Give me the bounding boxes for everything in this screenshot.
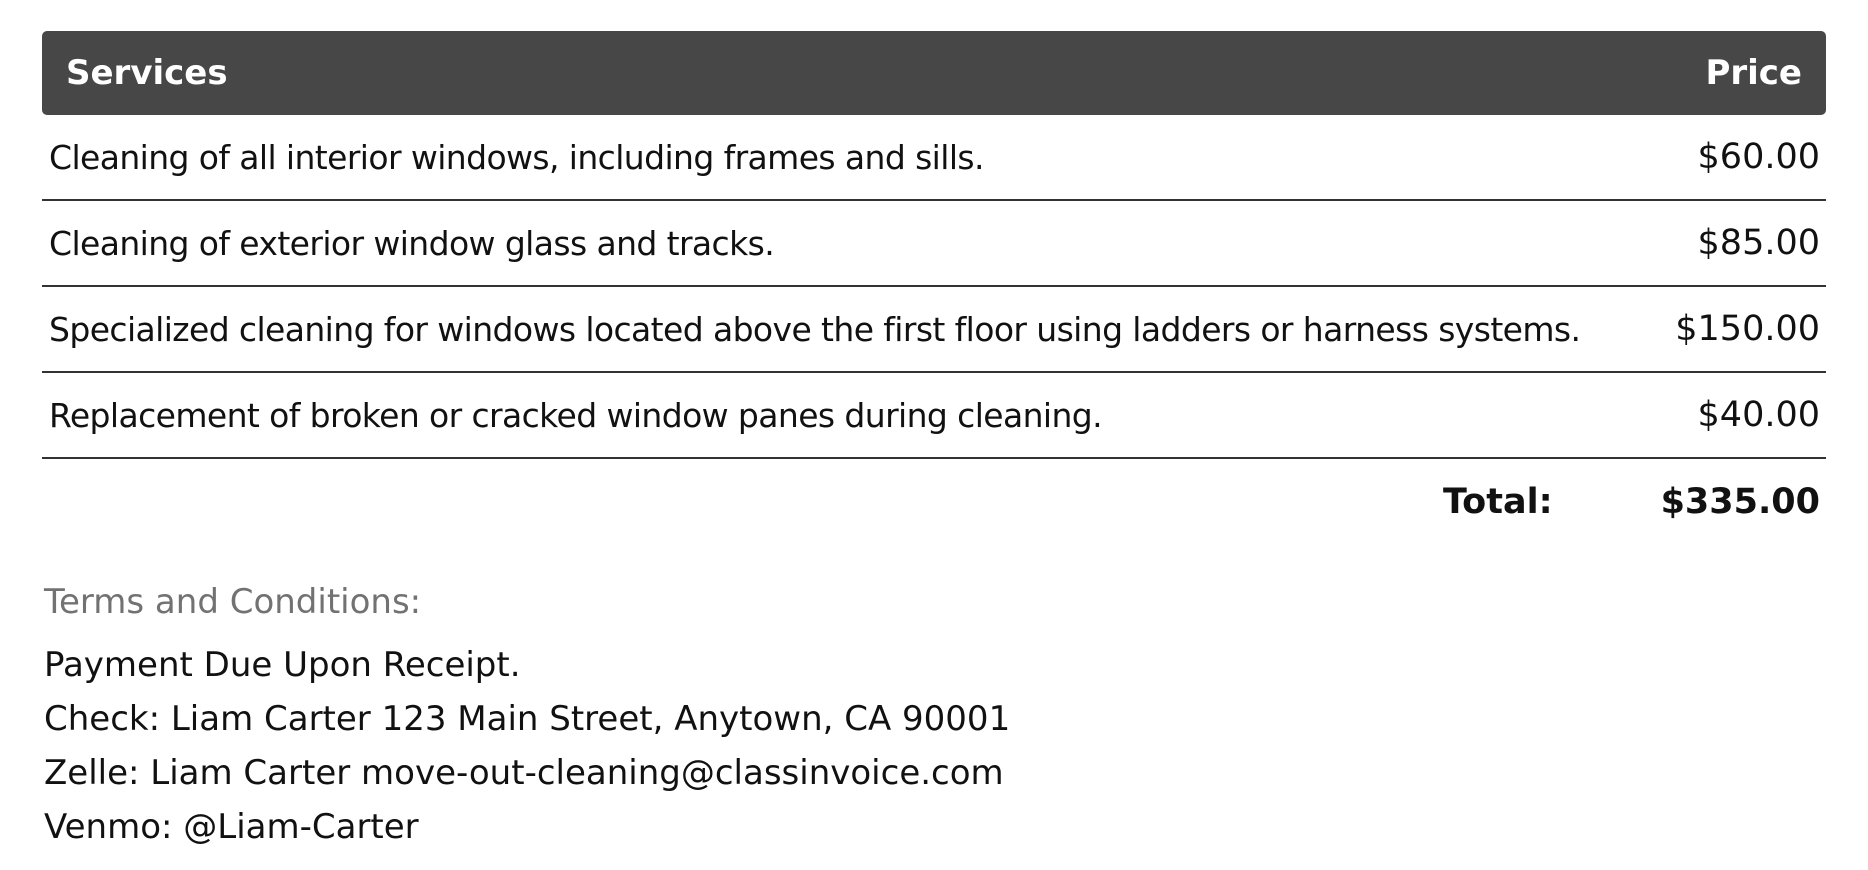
service-row [42,287,1826,373]
service-price: $40.00 [1697,395,1820,435]
terms-title: Terms and Conditions: [44,582,422,622]
price-column-header: Price [1705,53,1802,93]
invoice-services-table [42,31,1826,545]
terms-section [44,582,1010,854]
table-header [42,31,1826,115]
service-description: Cleaning of exterior window glass and tracks. [49,223,775,263]
total-label: Total: [1442,482,1553,522]
service-price: $60.00 [1697,137,1820,177]
payment-due-line: Payment Due Upon Receipt. [44,645,521,685]
service-price: $85.00 [1697,223,1820,263]
service-row [42,373,1826,459]
venmo-payment-line: Venmo: @Liam-Carter [44,807,419,847]
service-description: Cleaning of all interior windows, including frames and sills. [49,137,984,177]
service-price: $150.00 [1675,309,1820,349]
services-column-header: Services [66,53,228,93]
service-row [42,115,1826,201]
service-description: Replacement of broken or cracked window panes during cleaning. [49,395,1103,435]
check-payment-line: Check: Liam Carter 123 Main Street, Anytown, CA 90001 [44,699,1011,739]
total-value: $335.00 [1660,482,1820,522]
service-row [42,201,1826,287]
service-description: Specialized cleaning for windows located above the first floor using ladders or harness systems. [49,309,1581,349]
zelle-payment-line: Zelle: Liam Carter move-out-cleaning@classinvoice.com [44,753,1004,793]
total-row [42,459,1826,545]
